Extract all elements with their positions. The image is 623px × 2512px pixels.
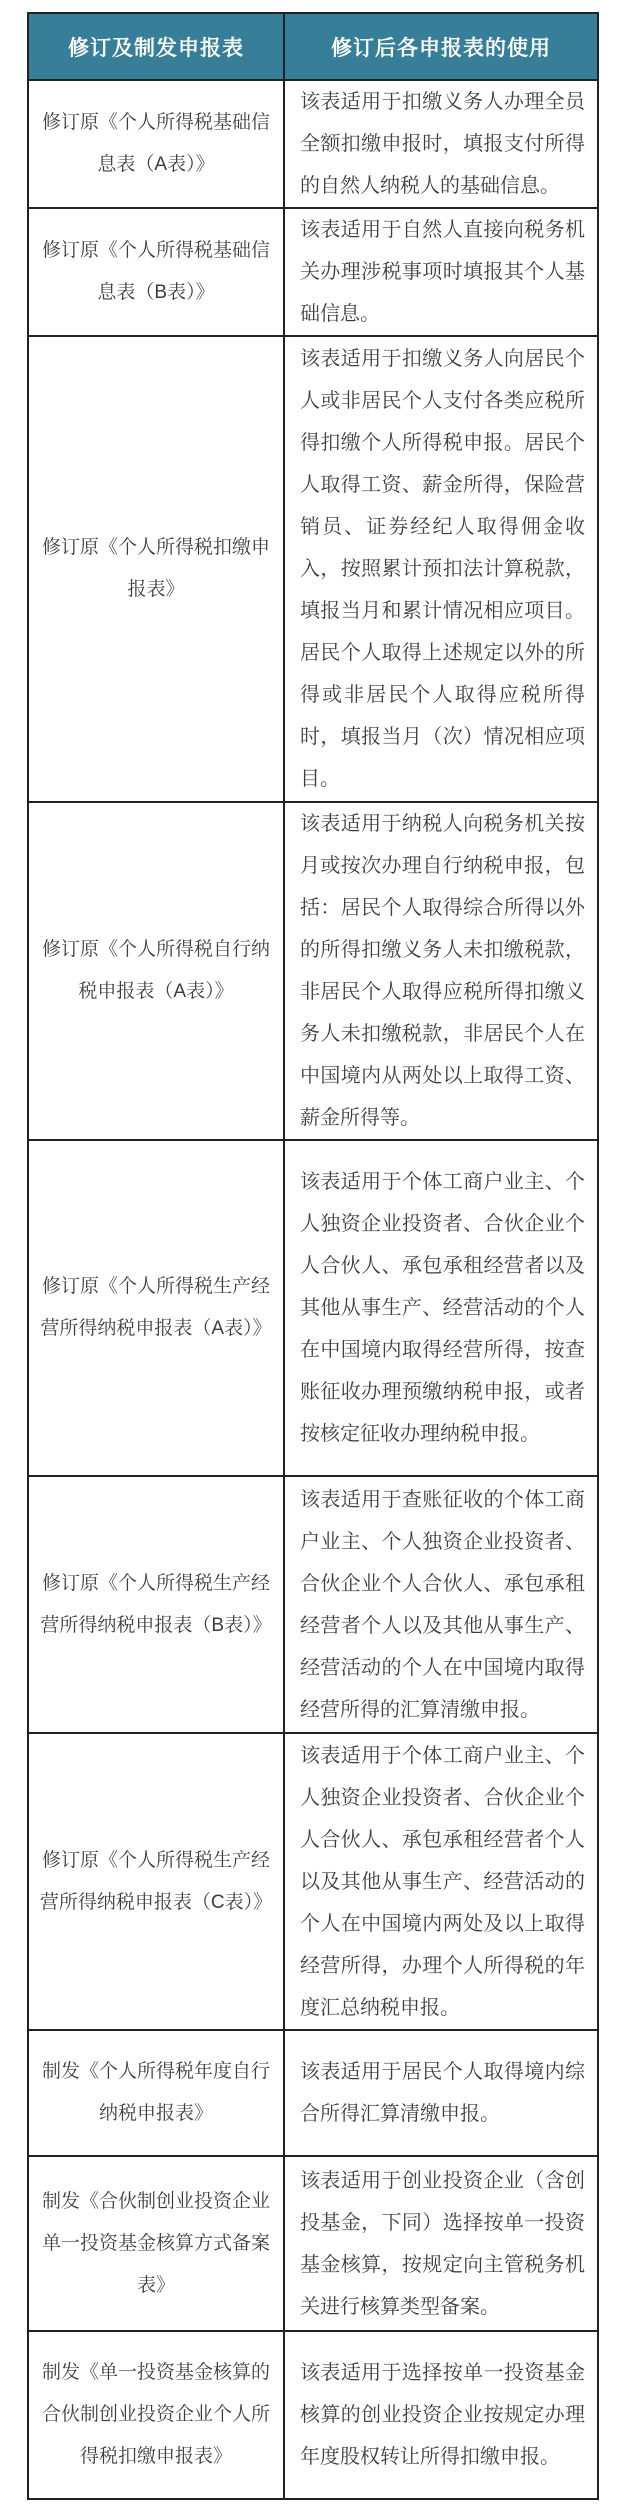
form-name-cell: 修订原《个人所得税基础信息表（B表）》 <box>28 208 284 336</box>
table-row <box>28 2156 598 2331</box>
tax-forms-table <box>27 12 599 2500</box>
form-name-cell: 制发《个人所得税年度自行纳税申报表》 <box>28 2030 284 2156</box>
form-usage-cell: 该表适用于个体工商户业主、个人独资企业投资者、合伙企业个人合伙人、承包承租经营者个人以及其他从事生产、经营活动的个人在中国境内两处及以上取得经营所得，办理个人所得税的年度汇总纳税申报。 <box>284 1733 598 2030</box>
table-row <box>28 208 598 336</box>
form-usage-cell: 该表适用于自然人直接向税务机关办理涉税事项时填报其个人基础信息。 <box>284 208 598 336</box>
table-row <box>28 2030 598 2156</box>
form-name-cell: 修订原《个人所得税扣缴申报表》 <box>28 336 284 802</box>
form-name-cell: 制发《合伙制创业投资企业单一投资基金核算方式备案表》 <box>28 2156 284 2331</box>
form-name-cell: 修订原《个人所得税生产经营所得纳税申报表（A表）》 <box>28 1140 284 1476</box>
form-usage-cell: 该表适用于纳税人向税务机关按月或按次办理自行纳税申报，包括：居民个人取得综合所得以外的所得扣缴义务人未扣缴税款，非居民个人取得应税所得扣缴义务人未扣缴税款，非居民个人在中国境内从两处以上取得工资、薪金所得等。 <box>284 802 598 1140</box>
form-usage-cell: 该表适用于查账征收的个体工商户业主、个人独资企业投资者、合伙企业个人合伙人、承包承租经营者个人以及其他从事生产、经营活动的个人在中国境内取得经营所得的汇算清缴申报。 <box>284 1476 598 1733</box>
table-header-row <box>28 13 598 80</box>
form-name-cell: 制发《单一投资基金核算的合伙制创业投资企业个人所得税扣缴申报表》 <box>28 2331 284 2499</box>
table-row <box>28 80 598 208</box>
form-name-cell: 修订原《个人所得税基础信息表（A表）》 <box>28 80 284 208</box>
table-row <box>28 336 598 802</box>
table-row <box>28 2331 598 2499</box>
form-name-cell: 修订原《个人所得税生产经营所得纳税申报表（B表）》 <box>28 1476 284 1733</box>
form-usage-cell: 该表适用于扣缴义务人办理全员全额扣缴申报时，填报支付所得的自然人纳税人的基础信息。 <box>284 80 598 208</box>
header-cell-form-usage: 修订后各申报表的使用 <box>284 13 598 80</box>
table-body <box>28 80 598 2499</box>
table-row <box>28 802 598 1140</box>
form-name-cell: 修订原《个人所得税生产经营所得纳税申报表（C表）》 <box>28 1733 284 2030</box>
document-page <box>0 12 623 2512</box>
form-usage-cell: 该表适用于扣缴义务人向居民个人或非居民个人支付各类应税所得扣缴个人所得税申报。居民个人取得工资、薪金所得，保险营销员、证券经纪人取得佣金收入，按照累计预扣法计算税款，填报当月和累计情况相应项目。居民个人取得上述规定以外的所得或非居民个人取得应税所得时，填报当月（次）情况相应项目。 <box>284 336 598 802</box>
form-name-cell: 修订原《个人所得税自行纳税申报表（A表）》 <box>28 802 284 1140</box>
form-usage-cell: 该表适用于居民个人取得境内综合所得汇算清缴申报。 <box>284 2030 598 2156</box>
form-usage-cell: 该表适用于个体工商户业主、个人独资企业投资者、合伙企业个人合伙人、承包承租经营者以及其他从事生产、经营活动的个人在中国境内取得经营所得，按查账征收办理预缴纳税申报，或者按核定征收办理纳税申报。 <box>284 1140 598 1476</box>
table-row <box>28 1140 598 1476</box>
form-usage-cell: 该表适用于创业投资企业（含创投基金，下同）选择按单一投资基金核算，按规定向主管税务机关进行核算类型备案。 <box>284 2156 598 2331</box>
table-row <box>28 1733 598 2030</box>
header-cell-revised-forms: 修订及制发申报表 <box>28 13 284 80</box>
table-row <box>28 1476 598 1733</box>
form-usage-cell: 该表适用于选择按单一投资基金核算的创业投资企业按规定办理年度股权转让所得扣缴申报。 <box>284 2331 598 2499</box>
